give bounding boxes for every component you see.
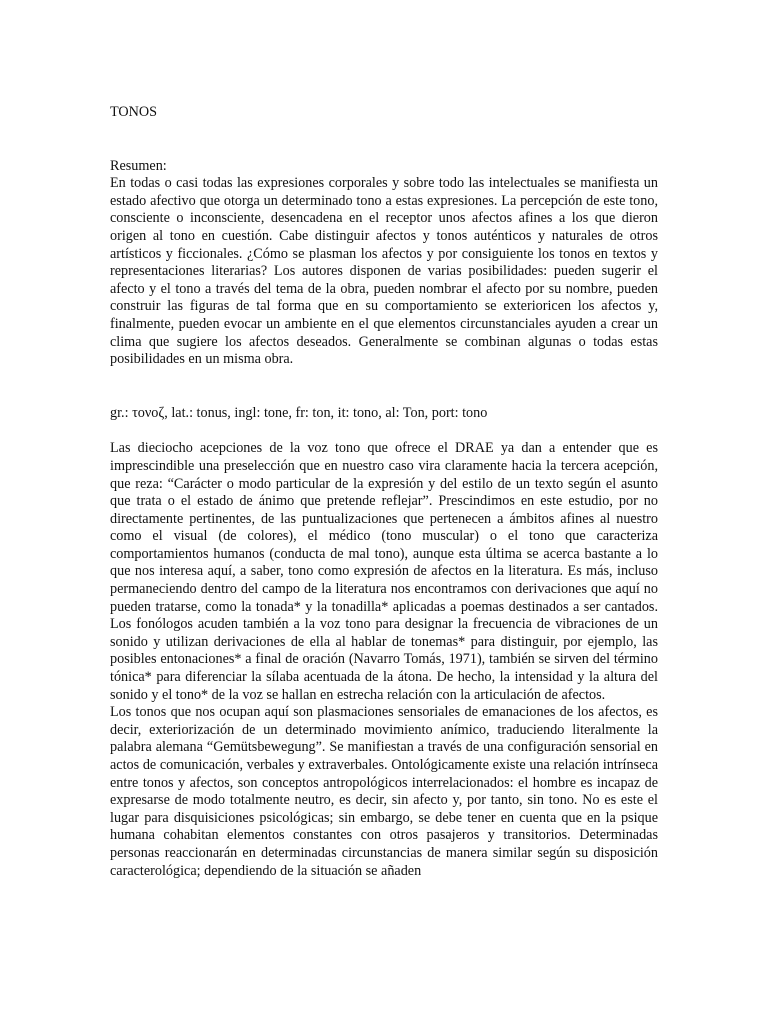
- abstract-label: Resumen:: [110, 157, 167, 174]
- document-title: TONOS: [110, 104, 158, 120]
- body-paragraph-2: Los tonos que nos ocupan aquí son plasmaciones sensoriales de emanaciones de los afectos, es decir, exteriorización de un determinado movimiento anímico, traduciendo literalmente la palabra alemana “Gemütsbewegung”. Se manifiestan a través de una configuración sensorial en actos de comunicación, verbales y extraverbales. Ontológicamente existe una relación intrínseca entre tonos y afectos, son conceptos antropológicos interrelacionados: el hombre es incapaz de expresarse de modo totalmente neutro, es decir, sin afecto y, por tanto, sin tono. No es este el lugar para disquisiciones psicológicas; sin embargo, se debe tener en cuenta que en la psique humana cohabitan elementos constantes con otros pasajeros y transitorios. Determinadas personas reaccionarán en determinadas circunstancias de manera similar según su disposición caracterológica; dependiendo de la situación se añaden: [110, 704, 658, 879]
- document-page: [110, 104, 658, 880]
- etymology-line: gr.: τονοζ, lat.: tonus, ingl: tone, fr: ton, it: tono, al: Ton, port: tono: [110, 404, 488, 421]
- body-paragraph-1: Las dieciocho acepciones de la voz tono que ofrece el DRAE ya dan a entender que es imprescindible una preselección que en nuestro caso vira claramente hacia la tercera acepción, que reza: “Carácter o modo particular de la expresión y del estilo de un texto según el asunto que trata o el estado de ánimo que pretende reflejar”. Prescindimos en este estudio, por no directamente pertinentes, de las puntualizaciones que pertenecen a ámbitos afines al nuestro como el visual (de colores), el médico (tono muscular) o el tono que caracteriza comportamientos humanos (conducta de mal tono), aunque esta última se acerca bastante a lo que nos interesa aquí, a saber, tono como expresión de afectos en la literatura. Es más, incluso permaneciendo dentro del campo de la literatura nos encontramos con derivaciones que aquí no pueden tratarse, como la tonada* y la tonadilla* aplicadas a poemas destinados a ser cantados. Los fonólogos acuden también a la voz tono para designar la frecuencia de vibraciones de un sonido y utilizan derivaciones de ella al hablar de tonemas* para distinguir, por ejemplo, las posibles entonaciones* a final de oración (Navarro Tomás, 1971), también se sirven del término tónica* para diferenciar la sílaba acentuada de la átona. De hecho, la intensidad y la altura del sonido y el tono* de la voz se hallan en estrecha relación con la articulación de afectos.: [110, 440, 658, 703]
- body-text: [110, 440, 658, 880]
- abstract-text: En todas o casi todas las expresiones corporales y sobre todo las intelectuales se manifiesta un estado afectivo que otorga un determinado tono a estas expresiones. La percepción de este tono, consciente o inconsciente, desencadena en el receptor unos afectos afines a los que dieron origen al tono en cuestión. Cabe distinguir afectos y tonos auténticos y naturales de otros artísticos y ficcionales. ¿Cómo se plasman los afectos y por consiguiente los tonos en textos y representaciones literarias? Los autores disponen de varias posibilidades: pueden sugerir el afecto y el tono a través del tema de la obra, pueden nombrar el afecto por su nombre, pueden construir las figuras de tal forma que en su comportamiento se exterioricen los afectos y, finalmente, pueden evocar un ambiente en el que elementos circunstanciales ayuden a crear un clima que sugiere los afectos deseados. Generalmente se combinan algunas o todas estas posibilidades en un misma obra.: [110, 175, 658, 368]
- abstract-section: [110, 158, 658, 369]
